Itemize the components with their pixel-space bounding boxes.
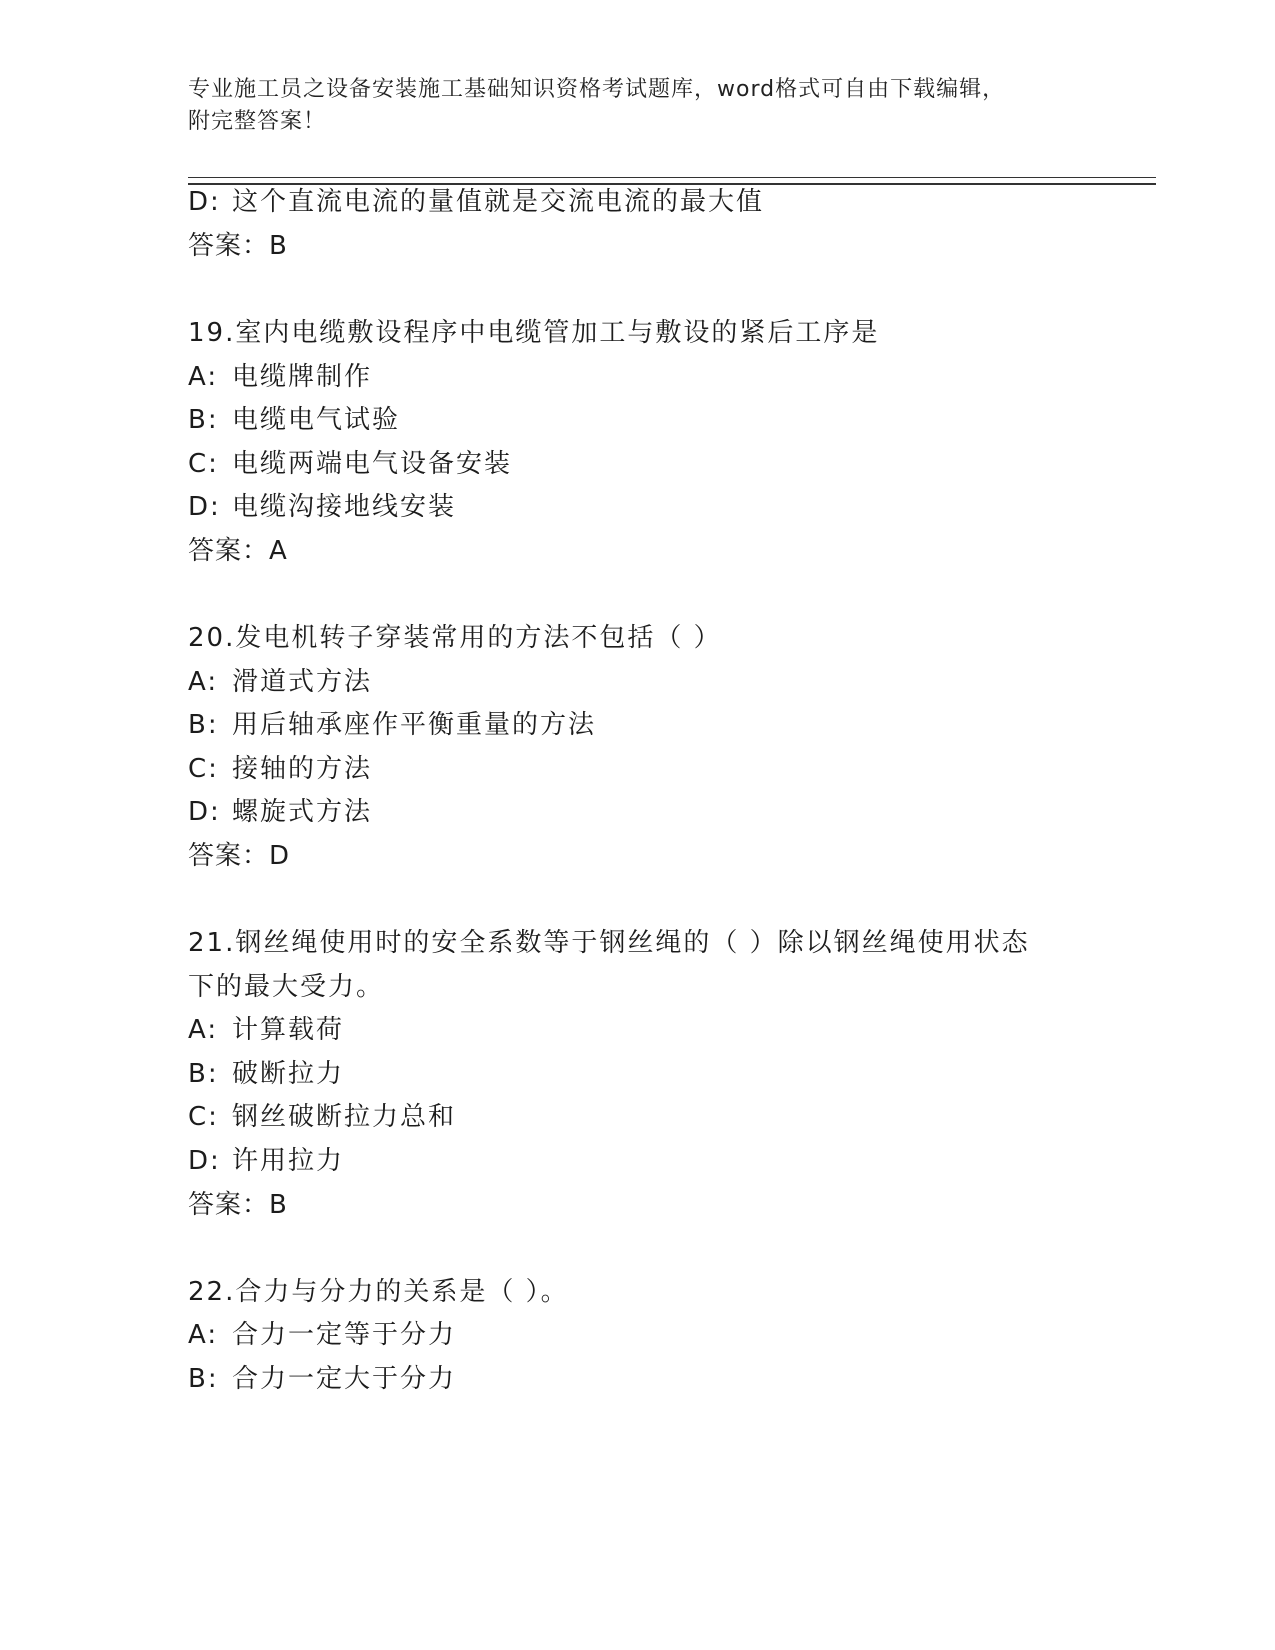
option-text: 接轴的方法	[232, 754, 373, 784]
question-19-option-b	[188, 405, 400, 435]
question-21-stem-cont: 下的最大受力。	[188, 972, 385, 1002]
question-19-stem: 19.室内电缆敷设程序中电缆管加工与敷设的紧后工序是	[188, 318, 880, 348]
option-text: 螺旋式方法	[232, 797, 373, 827]
document-header	[188, 74, 1088, 138]
option-letter: C:	[188, 1102, 219, 1132]
question-20-option-a	[188, 667, 372, 697]
option-letter: D:	[188, 797, 221, 827]
option-letter: C:	[188, 449, 219, 479]
question-22-option-a	[188, 1320, 456, 1350]
option-text: 钢丝破断拉力总和	[232, 1102, 457, 1132]
prev-option-d	[188, 187, 764, 217]
option-letter: B:	[188, 405, 219, 435]
option-letter: A:	[188, 667, 219, 697]
option-letter: B:	[188, 1364, 219, 1394]
option-letter: C:	[188, 754, 219, 784]
question-20-option-c	[188, 754, 372, 784]
prev-answer: 答案：B	[188, 231, 288, 261]
option-text: 电缆沟接地线安装	[232, 492, 457, 522]
header-divider	[188, 177, 1156, 185]
question-21-option-a	[188, 1015, 344, 1045]
header-line-1: 专业施工员之设备安装施工基础知识资格考试题库，word格式可自由下载编辑，	[188, 77, 1006, 102]
question-19-option-a	[188, 362, 372, 392]
question-22-stem: 22.合力与分力的关系是（ ）。	[188, 1277, 569, 1307]
question-20-option-b	[188, 710, 596, 740]
option-text: 滑道式方法	[232, 667, 373, 697]
question-21-option-d	[188, 1146, 344, 1176]
question-20-option-d	[188, 797, 372, 827]
option-text: 破断拉力	[232, 1059, 345, 1089]
option-letter: A:	[188, 1320, 219, 1350]
question-21-option-b	[188, 1059, 344, 1089]
question-19-option-d	[188, 492, 456, 522]
option-letter: D:	[188, 492, 221, 522]
option-letter: D:	[188, 187, 221, 217]
question-20-answer: 答案：D	[188, 841, 291, 871]
option-letter: A:	[188, 1015, 219, 1045]
option-text: 电缆牌制作	[232, 362, 373, 392]
question-22-option-b	[188, 1364, 456, 1394]
option-letter: A:	[188, 362, 219, 392]
question-20-stem: 20.发电机转子穿装常用的方法不包括（ ）	[188, 623, 722, 653]
option-text: 电缆两端电气设备安装	[232, 449, 513, 479]
option-text: 合力一定等于分力	[232, 1320, 457, 1350]
question-21-answer: 答案：B	[188, 1190, 288, 1220]
option-text: 计算载荷	[232, 1015, 345, 1045]
question-21-option-c	[188, 1102, 456, 1132]
option-text: 许用拉力	[232, 1146, 345, 1176]
option-text: 合力一定大于分力	[232, 1364, 457, 1394]
header-line-2: 附完整答案！	[188, 109, 327, 134]
option-letter: B:	[188, 710, 219, 740]
option-letter: D:	[188, 1146, 221, 1176]
option-text: 电缆电气试验	[232, 405, 401, 435]
question-19-option-c	[188, 449, 512, 479]
option-letter: B:	[188, 1059, 219, 1089]
option-text: 这个直流电流的量值就是交流电流的最大值	[232, 187, 765, 217]
question-19-answer: 答案：A	[188, 536, 288, 566]
question-21-stem: 21.钢丝绳使用时的安全系数等于钢丝绳的（ ）除以钢丝绳使用状态	[188, 928, 1030, 958]
option-text: 用后轴承座作平衡重量的方法	[232, 710, 597, 740]
